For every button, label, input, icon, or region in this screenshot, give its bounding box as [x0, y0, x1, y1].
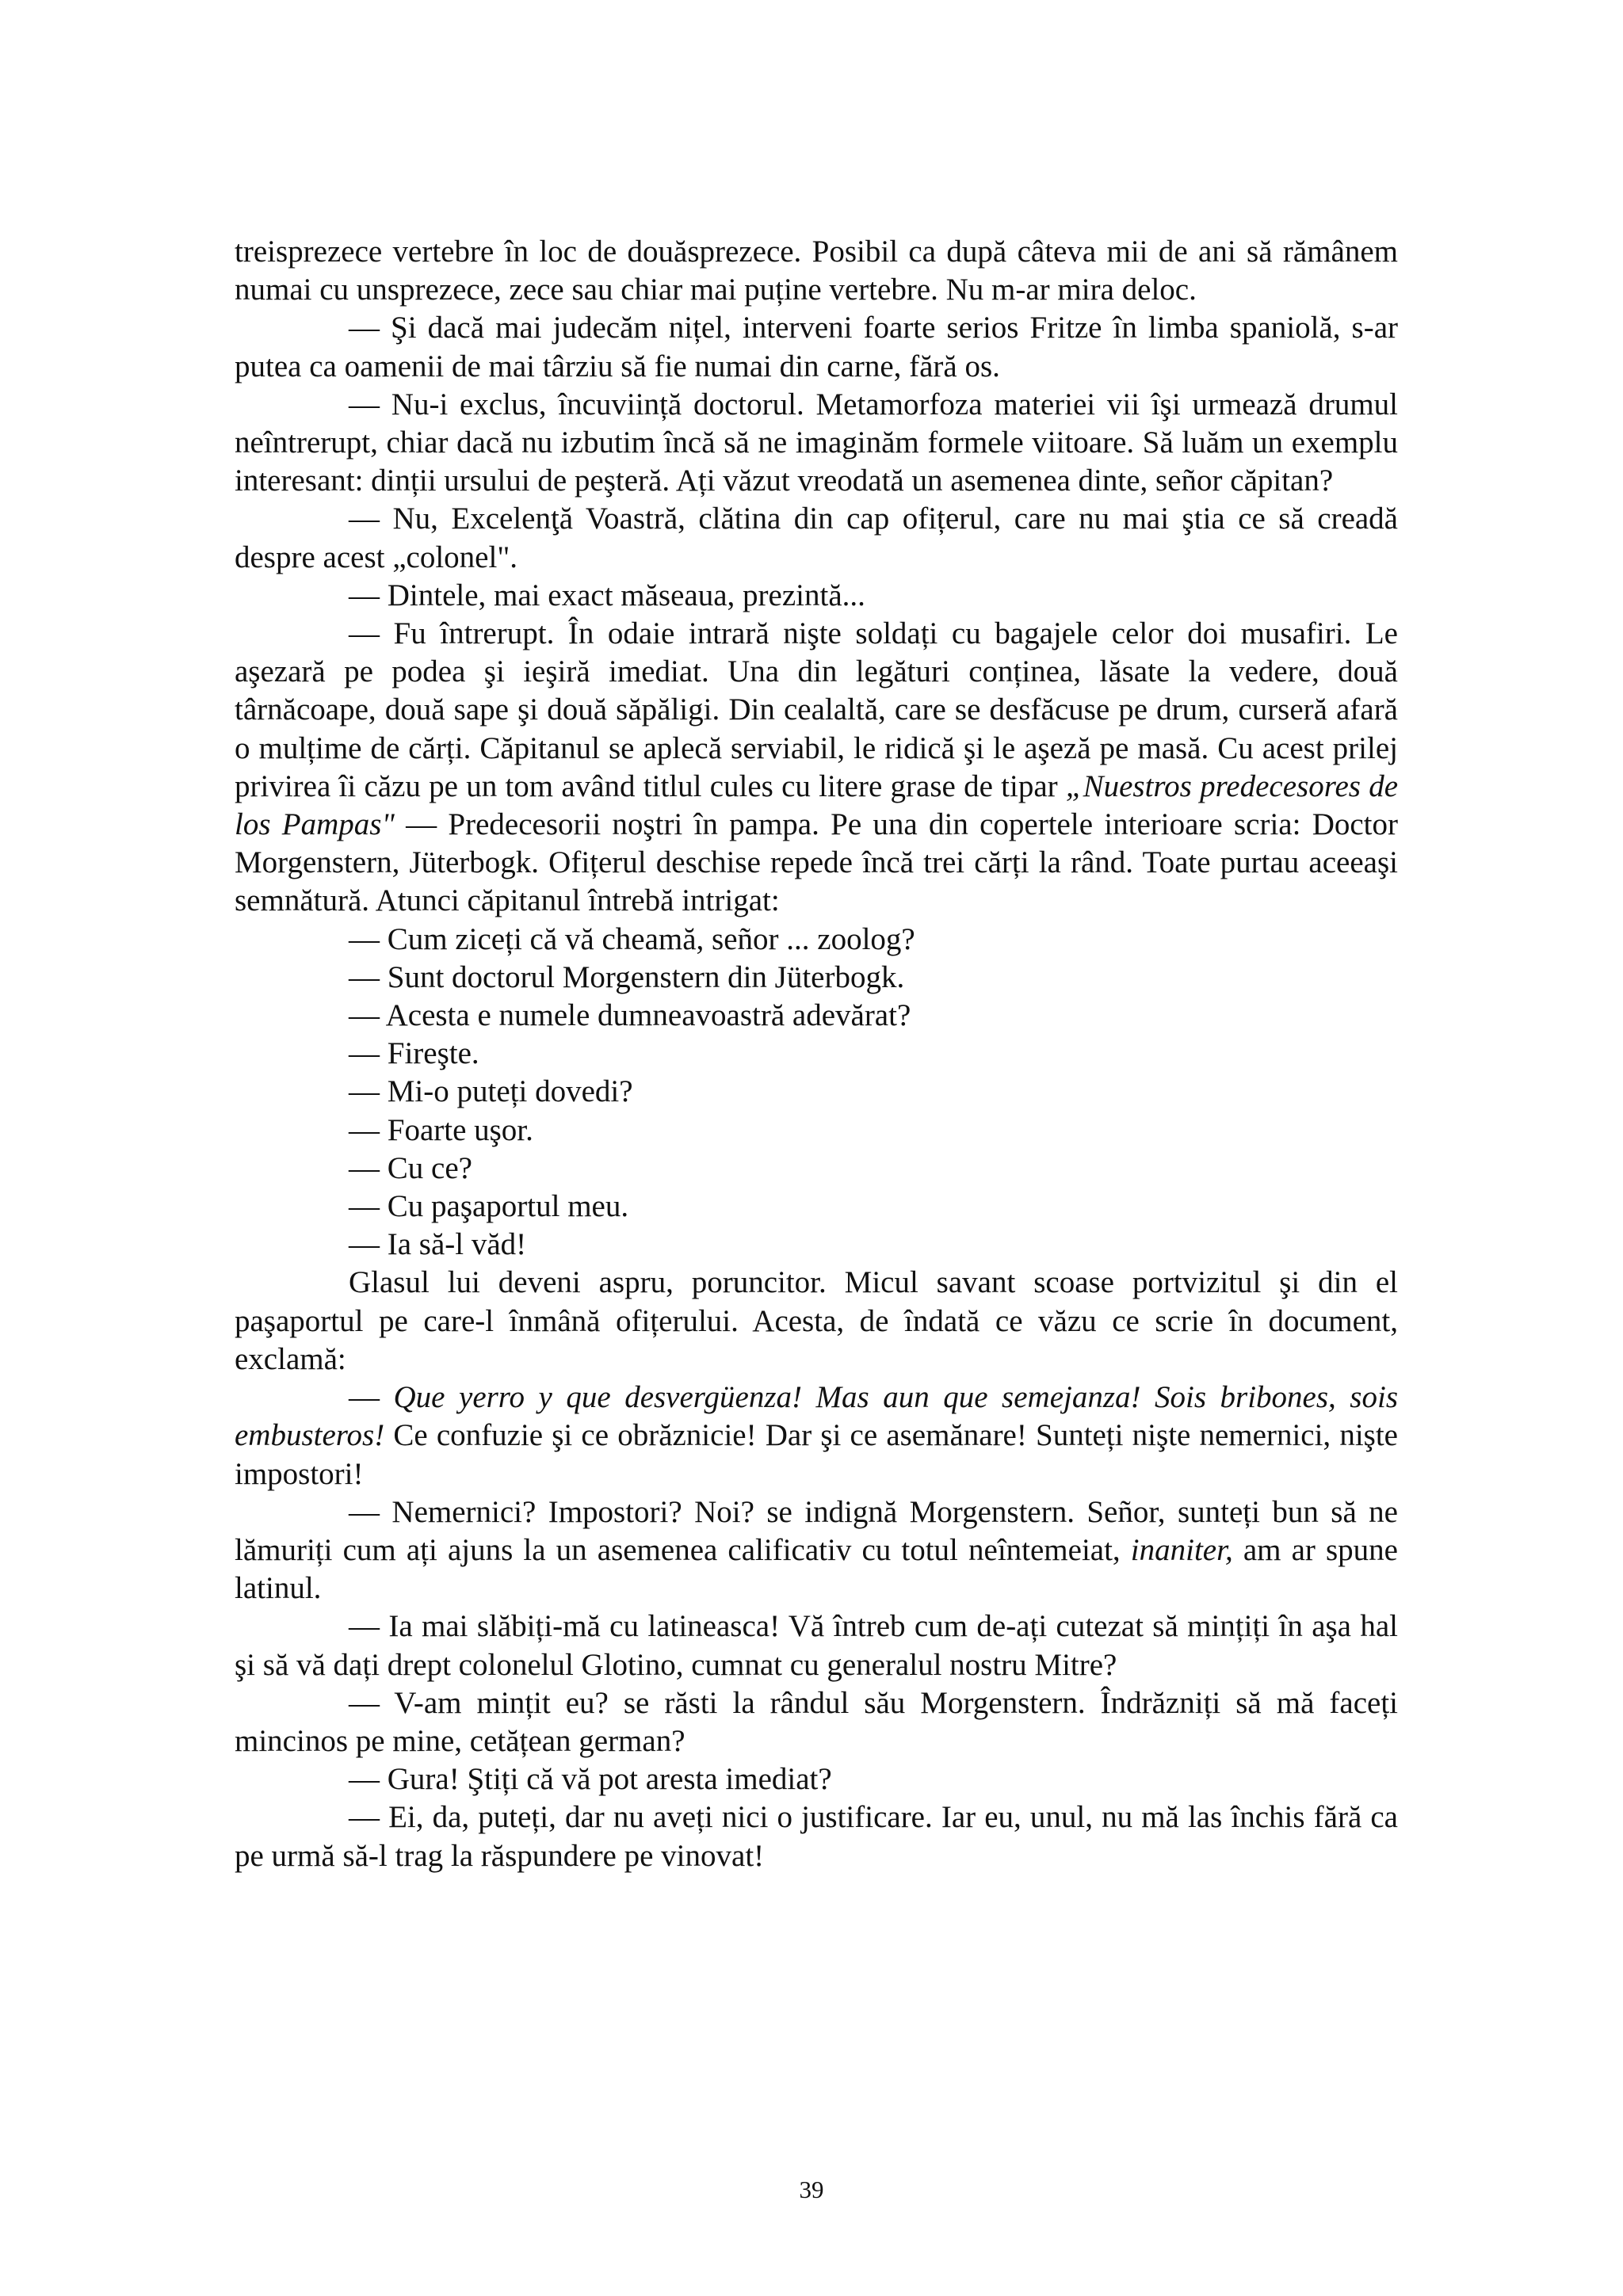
- text-segment: — Cu paşaportul meu.: [349, 1189, 629, 1224]
- text-segment: — Foarte uşor.: [349, 1112, 533, 1147]
- paragraph: [235, 1608, 1398, 1684]
- paragraph: [235, 921, 1398, 959]
- text-segment: —: [349, 1380, 394, 1415]
- text-segment: — Cu ce?: [349, 1150, 472, 1185]
- text-segment: — Fu întrerupt. În odaie intrară nişte soldați cu bagajele celor doi musafiri. Le aşezară pe podea şi ieşiră imediat. Una din legături conținea, lăsate la vedere, două târnăcoape, două sape şi două săpăligi. Din cealaltă, care se desfăcuse pe drum, curseră afară o mulțime de cărți. Căpitanul se aplecă serviabil, le ridică şi le aşeză pe masă. Cu acest prilej privirea îi căzu pe un tom având titlul cules cu litere grase de tipar: [235, 616, 1398, 803]
- text-segment: — Acesta e numele dumneavoastră adevărat?: [349, 998, 911, 1033]
- paragraph: [235, 1188, 1398, 1226]
- text-segment: treisprezece vertebre în loc de douăsprezece. Posibil ca după câteva mii de ani să rămânem numai cu unsprezece, zece sau chiar mai puține vertebre. Nu m-ar mira deloc.: [235, 235, 1398, 307]
- paragraph: [235, 615, 1398, 921]
- paragraph: [235, 1035, 1398, 1073]
- text-segment: — Nemernici? Impostori? Noi? se indignă Morgenstern. Señor, sunteți bun să ne lămuriți cum ați ajuns la un asemenea calificativ cu totul neîntemeiat,: [235, 1494, 1398, 1567]
- page-number: 39: [799, 2176, 824, 2203]
- paragraph: [235, 1493, 1398, 1608]
- paragraph: [235, 1379, 1398, 1493]
- paragraph: [235, 959, 1398, 997]
- text-segment: — Ia mai slăbiți-mă cu latineasca! Vă întreb cum de-ați cutezat să mințiți în aşa hal şi să vă dați drept colonelul Glotino, cumnat cu generalul nostru Mitre?: [235, 1609, 1398, 1682]
- paragraph: [235, 1073, 1398, 1111]
- paragraph: [235, 1684, 1398, 1760]
- page-body: [235, 233, 1398, 1875]
- paragraph: [235, 1760, 1398, 1798]
- paragraph: [235, 997, 1398, 1035]
- paragraph: [235, 1264, 1398, 1379]
- italic-text-segment: „Nuestros predecesores de los Pampas": [235, 769, 1398, 842]
- text-segment: — Sunt doctorul Morgenstern din Jüterbogk.: [349, 959, 905, 994]
- text-segment: — Dintele, mai exact măseaua, prezintă...: [349, 578, 865, 612]
- paragraph: [235, 500, 1398, 576]
- paragraph: [235, 1798, 1398, 1875]
- text-segment: — Şi dacă mai judecăm nițel, interveni foarte serios Fritze în limba spaniolă, s-ar putea ca oamenii de mai târziu să fie numai din carne, fără os.: [235, 311, 1398, 383]
- paragraph: [235, 1226, 1398, 1264]
- text-segment: — V-am mințit eu? se răsti la rândul său Morgenstern. Îndrăzniți să mă faceți mincinos pe mine, cetățean german?: [235, 1685, 1398, 1758]
- text-segment: am ar spune latinul.: [235, 1532, 1398, 1606]
- paragraph: [235, 309, 1398, 385]
- text-segment: — Mi-o puteți dovedi?: [349, 1074, 633, 1109]
- text-segment: — Ei, da, puteți, dar nu aveți nici o justificare. Iar eu, unul, nu mă las închis fără ca pe urmă să-l trag la răspundere pe vinovat!: [235, 1800, 1398, 1873]
- paragraph: [235, 233, 1398, 309]
- italic-text-segment: Que yerro y que desvergüenza! Mas aun que semejanza! Sois bribones, sois embusteros!: [235, 1380, 1398, 1453]
- text-segment: — Predecesorii noştri în pampa. Pe una din copertele interioare scria: Doctor Morgenstern, Jüterbogk. Ofițerul deschise repede încă trei cărți la rând. Toate purtau aceeaşi semnătură. Atunci căpitanul întrebă intrigat:: [235, 807, 1398, 918]
- italic-text-segment: inaniter,: [1130, 1532, 1233, 1567]
- text-segment: — Nu, Excelenţă Voastră, clătina din cap ofițerul, care nu mai ştia ce să creadă despre acest „colonel".: [235, 502, 1398, 574]
- text-segment: Ce confuzie şi ce obrăznicie! Dar şi ce asemănare! Sunteți nişte nemernici, nişte impostori!: [235, 1418, 1398, 1491]
- text-segment: — Nu-i exclus, încuviință doctorul. Metamorfoza materiei vii îşi urmează drumul neîntrerupt, chiar dacă nu izbutim încă să ne imaginăm formele viitoare. Să luăm un exemplu interesant: dinții ursului de peşteră. Ați văzut vreodată un asemenea dinte, señor căpitan?: [235, 387, 1398, 498]
- paragraph: [235, 386, 1398, 501]
- paragraph: [235, 577, 1398, 615]
- text-segment: — Gura! Ştiți că vă pot aresta imediat?: [349, 1762, 832, 1797]
- paragraph: [235, 1150, 1398, 1188]
- text-segment: Glasul lui deveni aspru, poruncitor. Micul savant scoase portvizitul şi din el paşaportul pe care-l înmână ofițerului. Acesta, de îndată ce văzu ce scrie în document, exclamă:: [235, 1265, 1398, 1376]
- text-segment: — Fireşte.: [349, 1036, 479, 1071]
- text-segment: — Cum ziceți că vă cheamă, señor ... zoolog?: [349, 921, 915, 956]
- paragraph: [235, 1112, 1398, 1150]
- text-segment: — Ia să-l văd!: [349, 1227, 527, 1262]
